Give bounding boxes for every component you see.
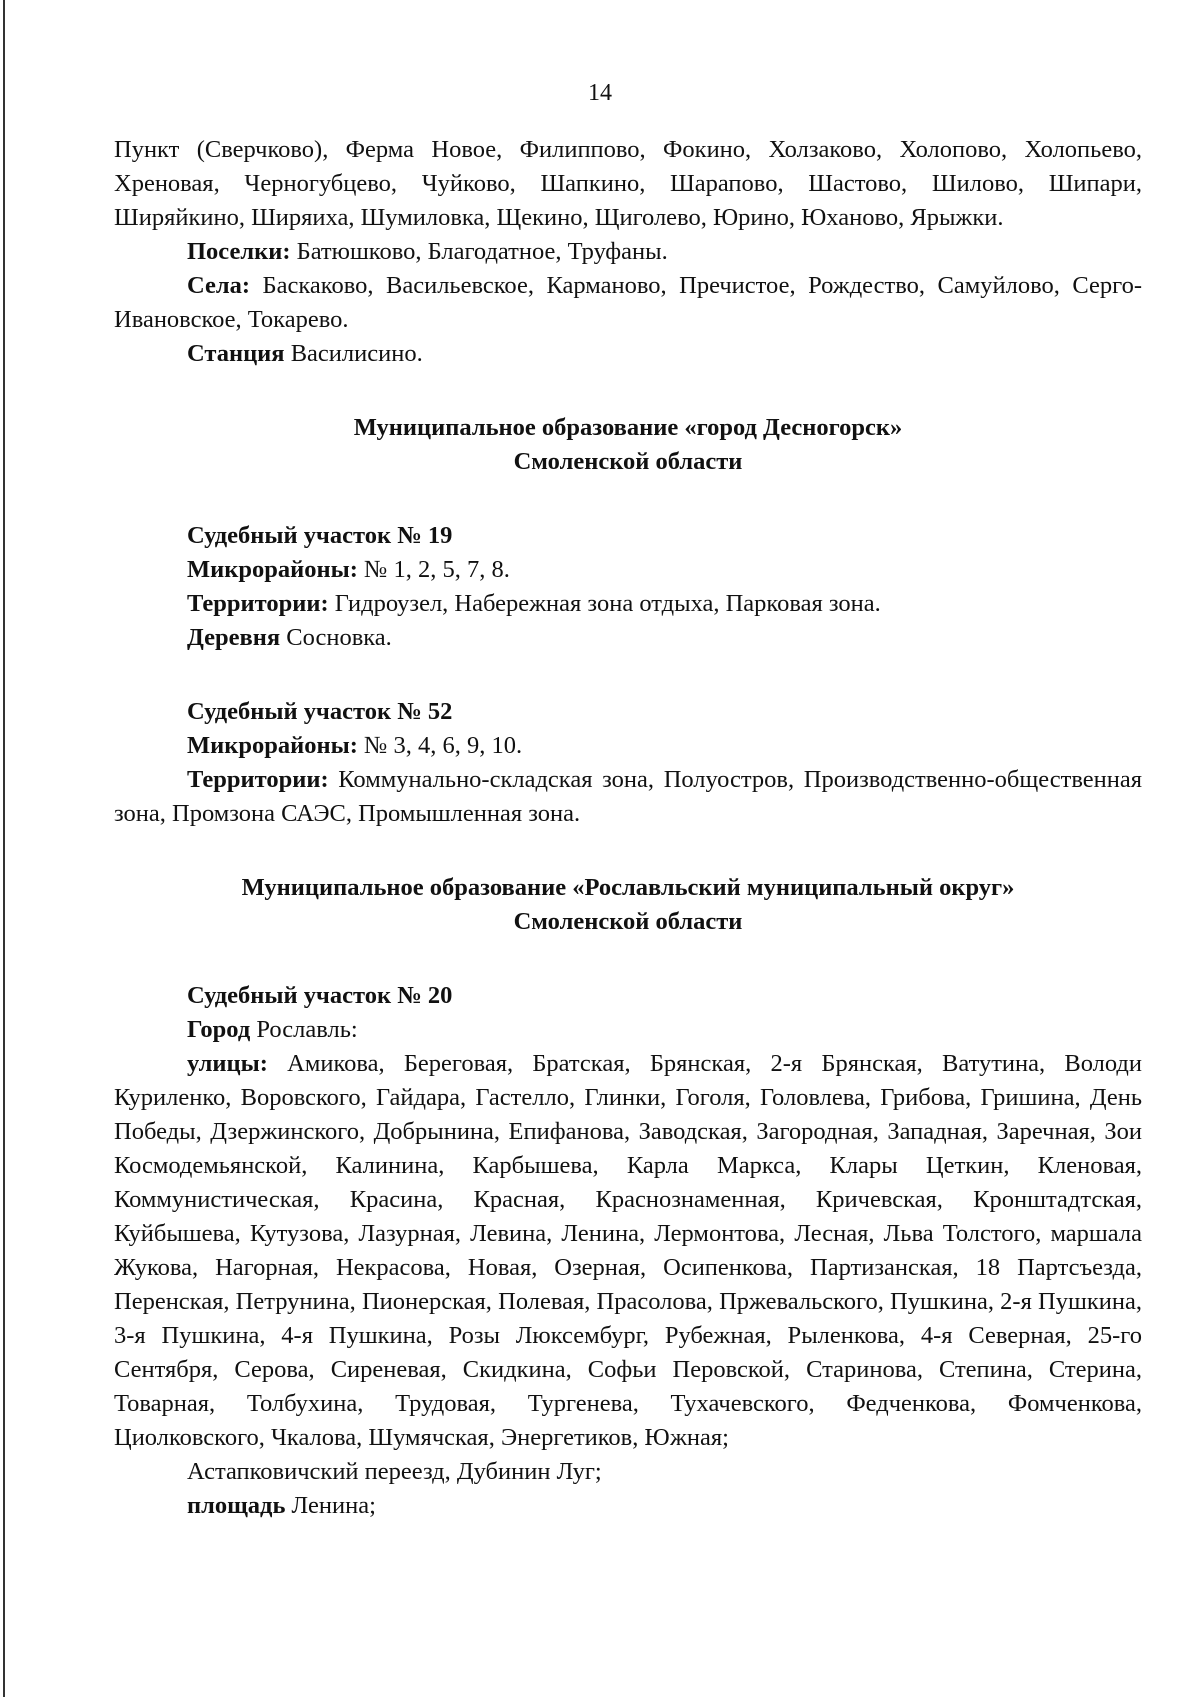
- plot-19-village: Деревня Сосновка.: [187, 624, 392, 651]
- plot-20-city: Город Рославль:: [187, 1016, 358, 1043]
- plot-52-microdistricts: Микрорайоны: № 3, 4, 6, 9, 10.: [187, 732, 523, 759]
- roslavl-heading-line2: Смоленской области: [513, 908, 743, 935]
- station-label: Станция: [187, 340, 285, 367]
- station-text: Василисино.: [284, 340, 423, 367]
- plot-20-places: Астапковичский переезд, Дубинин Луг;: [187, 1458, 602, 1485]
- villages-label: Села:: [187, 272, 251, 299]
- desnogorsk-heading-line2: Смоленской области: [513, 448, 743, 475]
- intro-paragraph: Пункт (Сверчково), Ферма Новое, Филиппово, Фокино, Холзаково, Холопово, Холопьево, Хреновая, Черногубцево, Чуйково, Шапкино, Шарапово, Шастово, Шилово, Шипари, Ширяйкино, Ширяиха, Шумиловка, Щекино, Щиголево, Юрино, Юханово, Ярыжки.: [114, 136, 1142, 231]
- plot-19-territories: Территории: Гидроузел, Набережная зона отдыха, Парковая зона.: [187, 590, 881, 617]
- plot-52-territories: Территории: Коммунально-складская зона, Полуостров, Производственно-общественная зона, Промзона САЭС, Промышленная зона.: [114, 766, 1142, 827]
- page-margin-line: [3, 0, 5, 1697]
- roslavl-heading-line1: Муниципальное образование «Рославльский муниципальный округ»: [241, 874, 1015, 901]
- station-line: [114, 337, 1142, 371]
- desnogorsk-heading-line1: Муниципальное образование «город Десногорск»: [353, 414, 903, 441]
- document-body: [114, 133, 1142, 1523]
- settlements-label: Поселки:: [187, 238, 291, 265]
- plot-52-title: Судебный участок № 52: [187, 698, 453, 725]
- villages-text: Баскаково, Васильевское, Карманово, Пречистое, Рождество, Самуйлово, Серго-Ивановское, Токарево.: [114, 272, 1142, 333]
- plot-20-streets: улицы: Амикова, Береговая, Братская, Брянская, 2-я Брянская, Ватутина, Володи Куриленко, Воровского, Гайдара, Гастелло, Глинки, Гоголя, Головлева, Грибова, Гришина, День Победы, Дзержинского, Добрынина, Епифанова, Заводская, Загородная, Западная, Заречная, Зои Космодемьянской, Калинина, Карбышева, Карла Маркса, Клары Цеткин, Кленовая, Коммунистическая, Красина, Красная, Краснознаменная, Кричевская, Кронштадтская, Куйбышева, Кутузова, Лазурная, Левина, Ленина, Лермонтова, Лесная, Льва Толстого, маршала Жукова, Нагорная, Некрасова, Новая, Озерная, Осипенкова, Партизанская, 18 Партсъезда, Перенская, Петрунина, Пионерская, Полевая, Прасолова, Пржевальского, Пушкина, 2-я Пушкина, 3-я Пушкина, 4-я Пушкина, Розы Люксембург, Рубежная, Рыленкова, 4-я Северная, 25-го Сентября, Серова, Сиреневая, Скидкина, Софьи Перовской, Старинова, Степина, Стерина, Товарная, Толбухина, Трудовая, Тургенева, Тухачевского, Федченкова, Фомченкова, Циолковского, Чкалова, Шумячская, Энергетиков, Южная;: [114, 1050, 1142, 1451]
- villages-line: [114, 269, 1142, 337]
- page-number: 14: [588, 80, 612, 106]
- plot-19-microdistricts: Микрорайоны: № 1, 2, 5, 7, 8.: [187, 556, 510, 583]
- settlements-text: Батюшково, Благодатное, Труфаны.: [290, 238, 668, 265]
- plot-19-title: Судебный участок № 19: [187, 522, 453, 549]
- plot-20-title: Судебный участок № 20: [187, 982, 453, 1009]
- settlements-line: [114, 235, 1142, 269]
- plot-20-square: площадь Ленина;: [187, 1492, 376, 1519]
